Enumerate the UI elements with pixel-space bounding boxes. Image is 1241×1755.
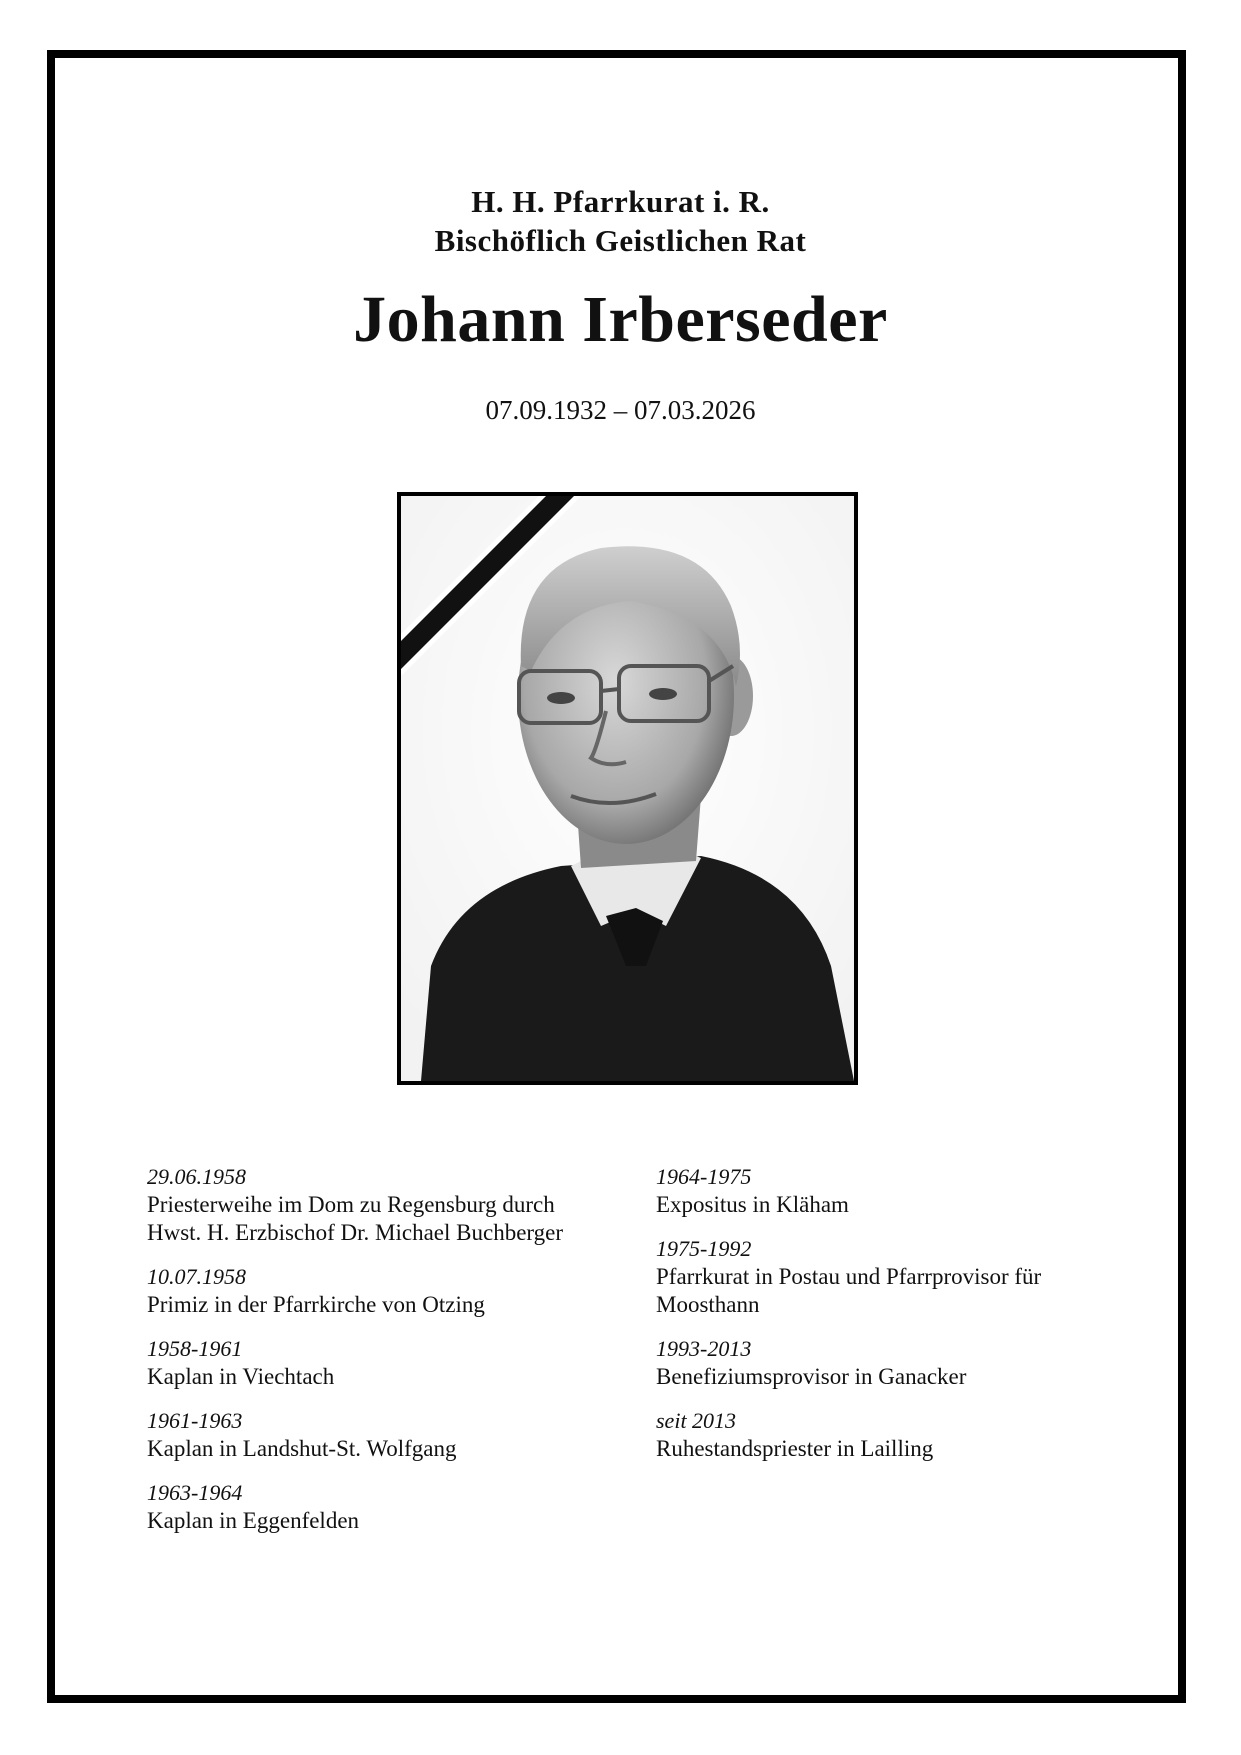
timeline-date: 10.07.1958: [147, 1264, 246, 1289]
timeline-date: 29.06.1958: [147, 1164, 246, 1189]
timeline-entry: [656, 1235, 1116, 1319]
timeline-entry: [147, 1407, 607, 1463]
timeline-text: Primiz in der Pfarrkirche von Otzing: [147, 1292, 485, 1317]
timeline-date: 1993-2013: [656, 1336, 752, 1361]
timeline-text: Kaplan in Viechtach: [147, 1364, 335, 1389]
timeline-text: Pfarrkurat in Postau und Pfarrprovisor für Moosthann: [656, 1264, 1042, 1317]
portrait-illustration: [401, 496, 854, 1081]
timeline-entry: [656, 1335, 1116, 1391]
timeline-text: Priesterweihe im Dom zu Regensburg durch Hwst. H. Erzbischof Dr. Michael Buchberger: [147, 1192, 564, 1245]
timeline-right-column: [656, 1163, 1116, 1479]
timeline-text: Ruhestandspriester in Lailling: [656, 1436, 934, 1461]
timeline-date: 1961-1963: [147, 1408, 243, 1433]
timeline-date: 1963-1964: [147, 1480, 243, 1505]
title-line-2: Bischöflich Geistlichen Rat: [434, 223, 807, 258]
deceased-name: Johann Irberseder: [353, 283, 888, 356]
timeline-entry: [656, 1407, 1116, 1463]
title-line-1: H. H. Pfarrkurat i. R.: [471, 184, 770, 219]
timeline-date: seit 2013: [656, 1408, 737, 1433]
timeline-date: 1958-1961: [147, 1336, 243, 1361]
timeline-entry: [147, 1479, 607, 1535]
timeline-entry: [147, 1163, 607, 1247]
portrait-photo: [397, 492, 858, 1085]
timeline-entry: [147, 1263, 607, 1319]
life-dates: 07.09.1932 – 07.03.2026: [485, 395, 756, 425]
timeline-text: Benefiziumsprovisor in Ganacker: [656, 1364, 967, 1389]
timeline-text: Kaplan in Eggenfelden: [147, 1508, 360, 1533]
timeline-entry: [147, 1335, 607, 1391]
timeline-date: 1975-1992: [656, 1236, 752, 1261]
timeline-text: Expositus in Kläham: [656, 1192, 849, 1217]
timeline-left-column: [147, 1163, 607, 1551]
timeline-date: 1964-1975: [656, 1164, 752, 1189]
timeline-text: Kaplan in Landshut-St. Wolfgang: [147, 1436, 457, 1461]
timeline-entry: [656, 1163, 1116, 1219]
